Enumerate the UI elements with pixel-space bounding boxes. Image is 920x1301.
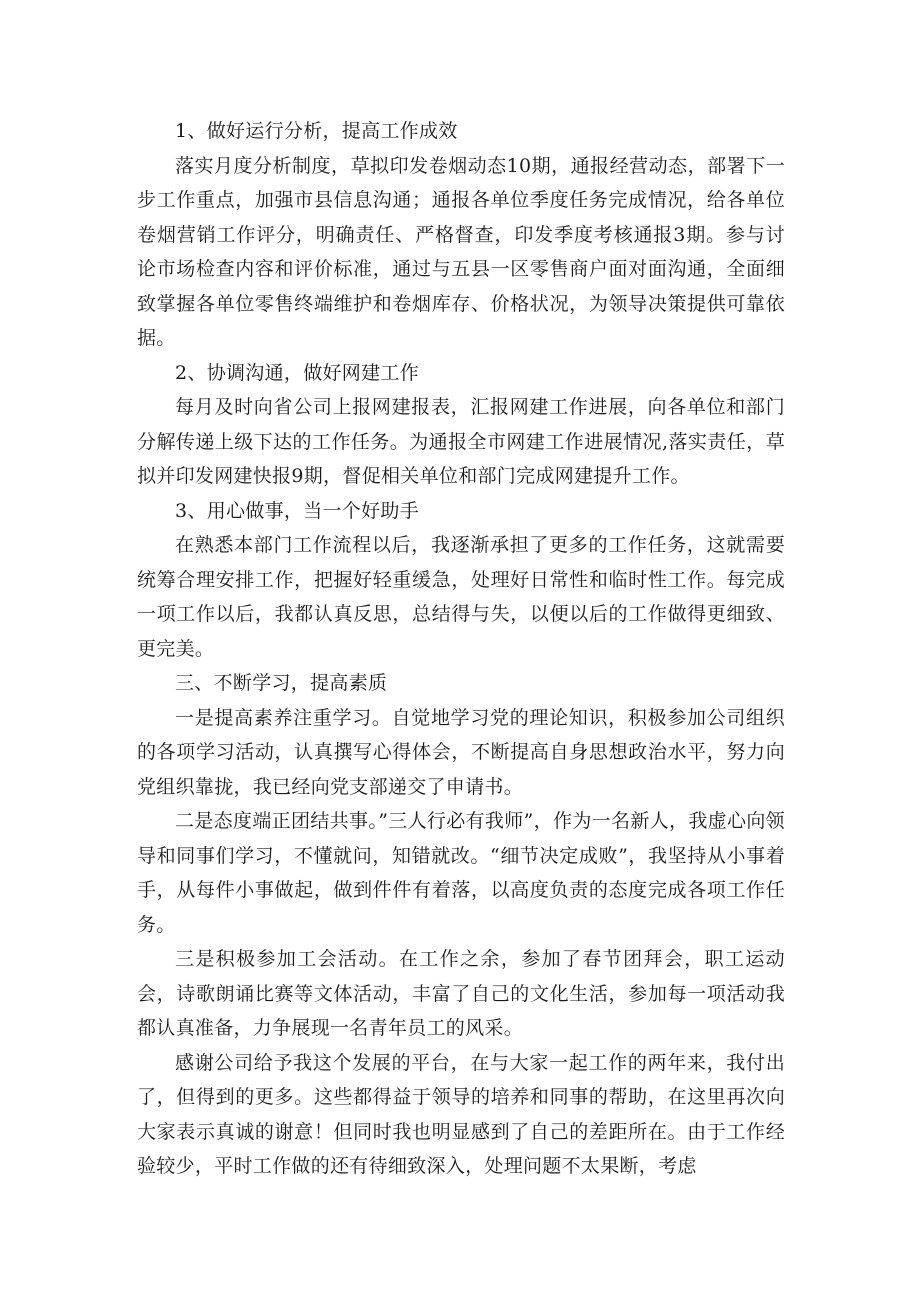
section-heading-1: 1、做好运行分析，提高工作成效: [175, 120, 458, 142]
paragraph-study-3: 三是积极参加工会活动。在工作之余，参加了春节团拜会，职工运动会，诗歌朗诵比赛等文体活动，丰富了自己的文化生活，参加每一项活动我都认真准备，力争展现一名青年员工的风采。: [137, 948, 785, 1039]
document-body: [137, 114, 785, 1184]
paragraph-assistant: 在熟悉本部门工作流程以后，我逐渐承担了更多的工作任务，这就需要统筹合理安排工作，把握好轻重缓急，处理好日常性和临时性工作。每完成一项工作以后，我都认真反思，总结得与失，以便以后的工作做得更细致、更完美。: [137, 534, 785, 660]
section-heading-study: 三、不断学习，提高素质: [175, 672, 388, 694]
paragraph-study-1: 一是提高素养注重学习。自觉地学习党的理论知识，积极参加公司组织的各项学习活动，认真撰写心得体会，不断提高自身思想政治水平，努力向党组织靠拢，我已经向党支部递交了申请书。: [137, 706, 785, 798]
paragraph-thanks: 感谢公司给予我这个发展的平台，在与大家一起工作的两年来，我付出了，但得到的更多。这些都得益于领导的培养和同事的帮助，在这里再次向大家表示真诚的谢意！但同时我也明显感到了自己的差距所在。由于工作经验较少，平时工作做的还有待细致深入，处理问题不太果断，考虑: [137, 1051, 785, 1177]
section-heading-2: 2、协调沟通，做好网建工作: [175, 361, 419, 384]
section-heading-3: 3、用心做事，当一个好助手: [175, 499, 419, 522]
paragraph-analysis: 落实月度分析制度，草拟印发卷烟动态10期，通报经营动态，部署下一步工作重点，加强市县信息沟通；通报各单位季度任务完成情况，给各单位卷烟营销工作评分，明确责任、严格督查，印发季度考核通报3期。参与讨论市场检查内容和评价标准，通过与五县一区零售商户面对面沟通，全面细致掌握各单位零售终端维护和卷烟库存、价格状况，为领导决策提供可靠依据。: [137, 154, 785, 349]
paragraph-network: 每月及时向省公司上报网建报表，汇报网建工作进展，向各单位和部门分解传递上级下达的工作任务。为通报全市网建工作进展情况,落实责任，草拟并印发网建快报9期，督促相关单位和部门完成网建提升工作。: [137, 396, 785, 487]
paragraph-study-2: 二是态度端正团结共事。”三人行必有我师”，作为一名新人，我虚心向领导和同事们学习，不懂就问，知错就改。“细节决定成败”，我坚持从小事着手，从每件小事做起，做到件件有着落，以高度负责的态度完成各项工作任务。: [137, 810, 785, 936]
